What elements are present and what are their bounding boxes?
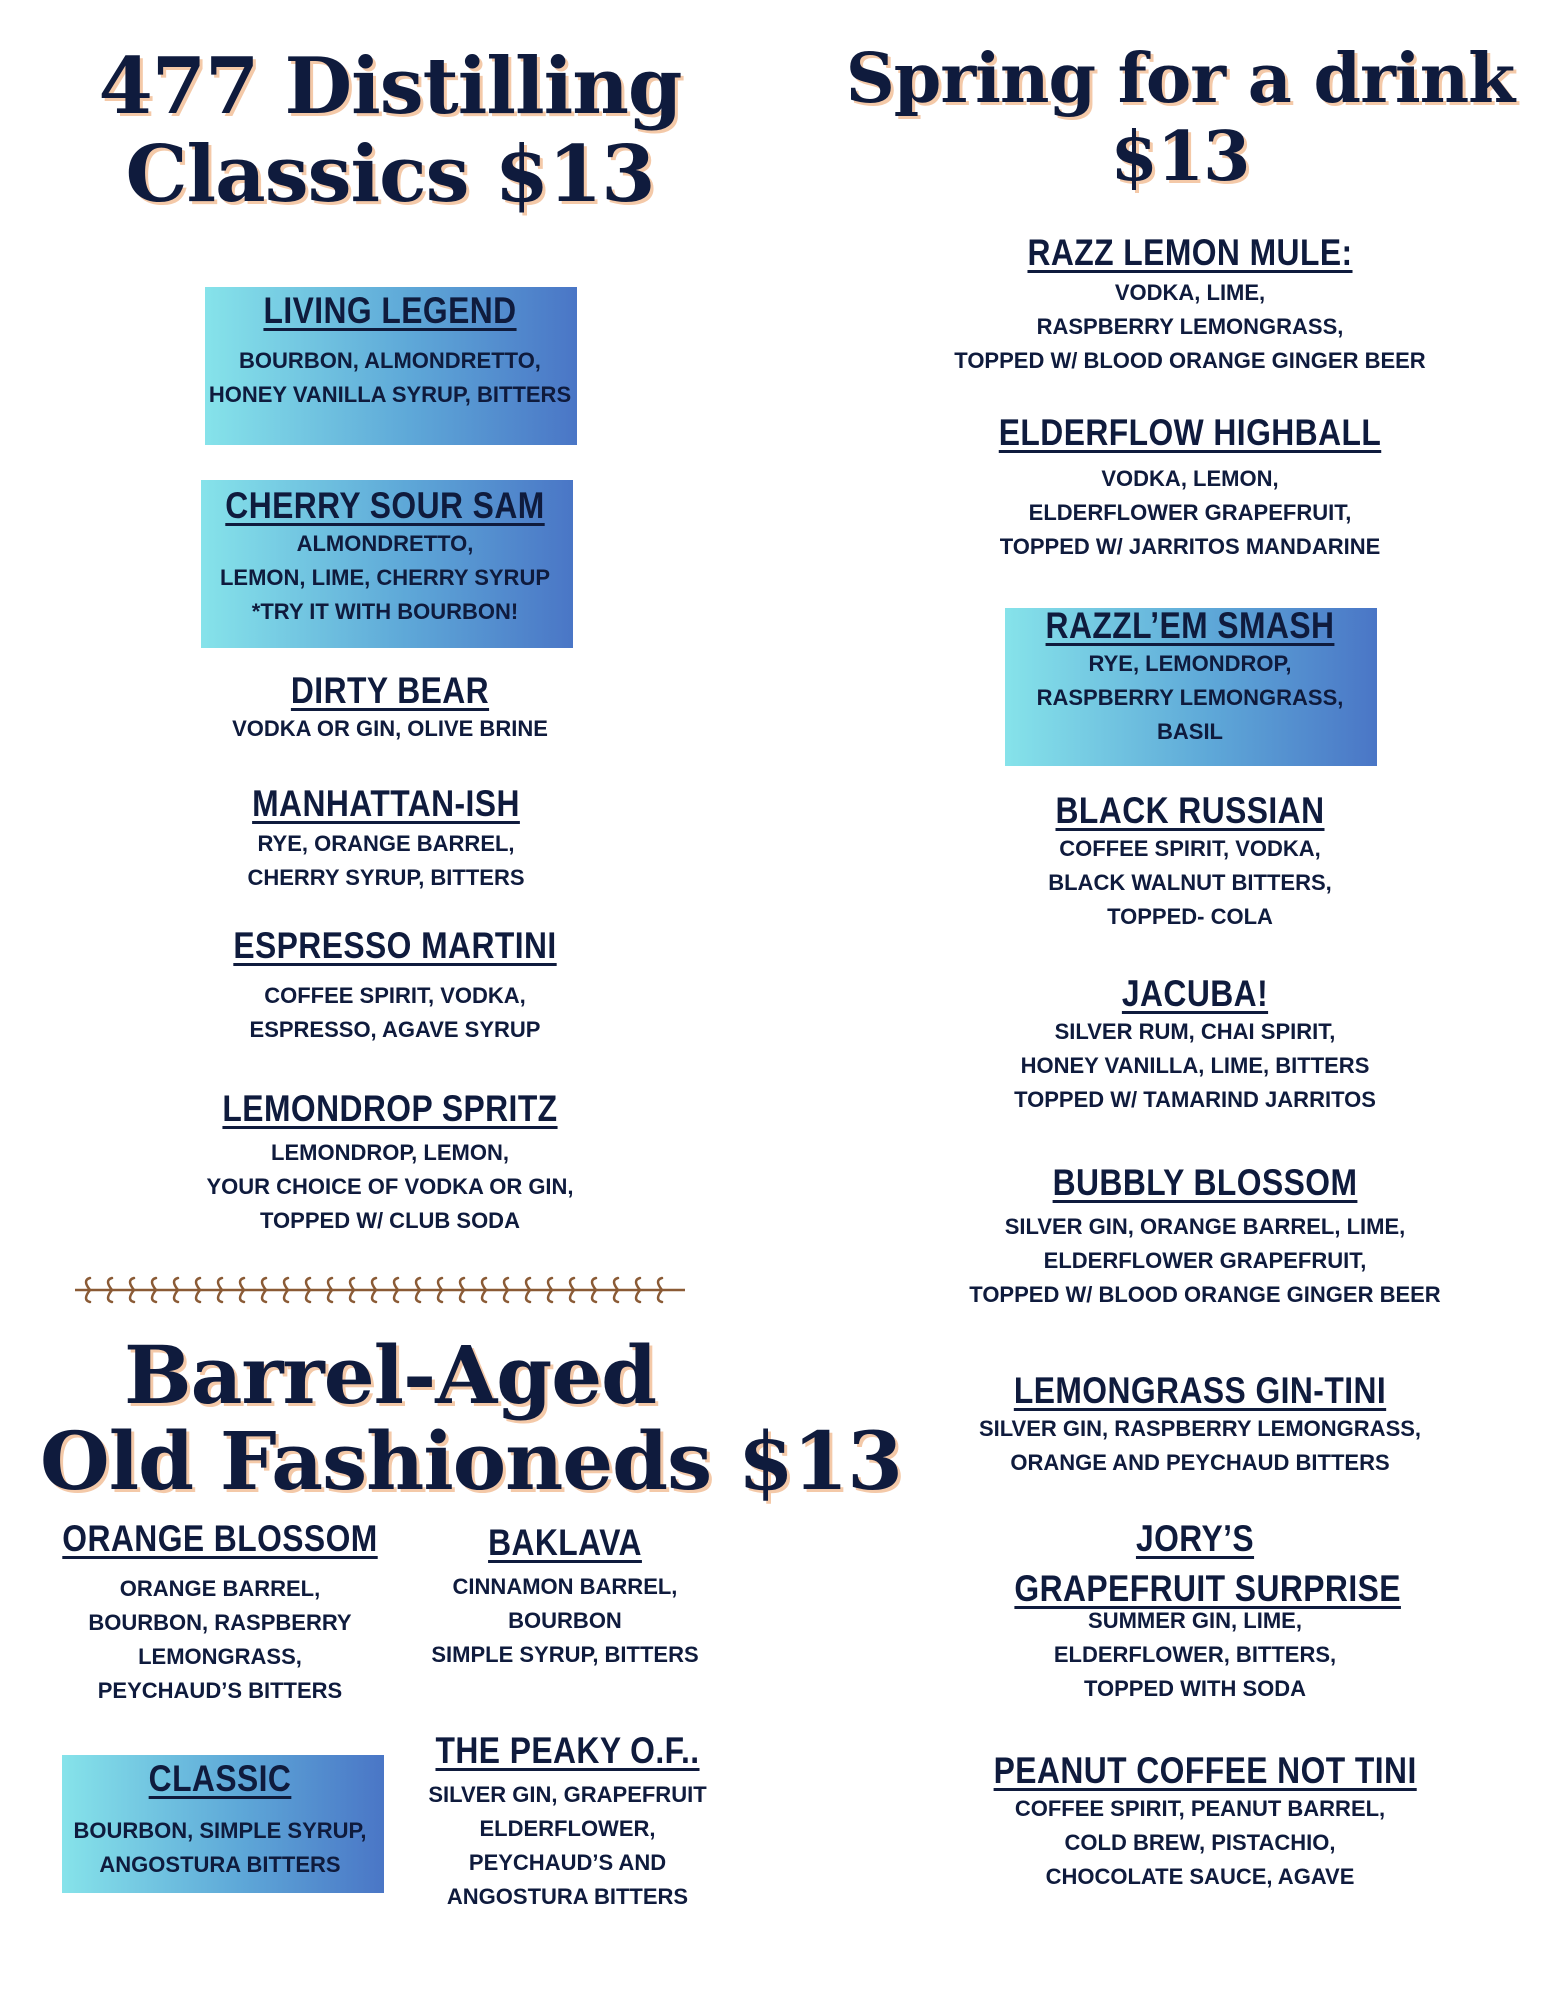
desc-line: VODKA, LEMON,	[1101, 466, 1279, 491]
desc-line: VODKA OR GIN, OLIVE BRINE	[232, 716, 548, 741]
desc-line: ALMONDRETTO,	[296, 531, 474, 556]
desc-line: ELDERFLOWER, BITTERS,	[1053, 1642, 1337, 1667]
desc-line: RYE, ORANGE BARREL,	[257, 831, 515, 856]
item-name: ORANGE BLOSSOM	[62, 1518, 378, 1559]
barrel-aged-heading-line-2: Old Fashioneds $13	[40, 1414, 902, 1508]
menu-item-elderflow-highball	[940, 412, 1440, 564]
item-description	[185, 344, 595, 412]
classics-heading-line-1: 477 Distilling	[98, 41, 682, 132]
leaf-vine-divider-icon	[70, 1270, 690, 1310]
desc-line: SILVER RUM, CHAI SPIRIT,	[1054, 1019, 1336, 1044]
item-description	[930, 276, 1450, 378]
desc-line: COFFEE SPIRIT, VODKA,	[264, 983, 526, 1008]
item-description	[405, 1570, 725, 1672]
desc-line: BLACK WALNUT BITTERS,	[1048, 870, 1332, 895]
desc-line: ANGOSTURA BITTERS	[446, 1884, 689, 1909]
menu-item-living-legend	[185, 290, 595, 412]
spring-heading	[830, 39, 1530, 197]
item-name: MANHATTAN-ISH	[252, 783, 520, 824]
item-name-line-2: GRAPEFRUIT SURPRISE	[1014, 1568, 1401, 1609]
desc-line: *TRY IT WITH BOURBON!	[251, 599, 519, 624]
desc-line: ANGOSTURA BITTERS	[99, 1852, 341, 1877]
item-name: ESPRESSO MARTINI	[233, 925, 557, 966]
item-name: LEMONGRASS GIN-TINI	[1013, 1370, 1387, 1411]
desc-line: SIMPLE SYRUP, BITTERS	[431, 1642, 699, 1667]
desc-line: HONEY VANILLA, LIME, BITTERS	[1020, 1053, 1370, 1078]
desc-line: HONEY VANILLA SYRUP, BITTERS	[208, 382, 572, 407]
menu-item-black-russian	[990, 790, 1390, 934]
menu-item-lemondrop-spritz	[190, 1088, 590, 1238]
menu-item-jorys-grapefruit-surprise	[985, 1518, 1405, 1706]
desc-line: TOPPED- COLA	[1107, 904, 1273, 929]
menu-item-baklava	[405, 1522, 725, 1672]
menu-item-cherry-sour-sam	[185, 485, 585, 629]
menu-item-orange-blossom	[30, 1518, 410, 1708]
desc-line: LEMONDROP, LEMON,	[271, 1140, 509, 1165]
item-name: THE PEAKY O.F..	[435, 1730, 700, 1771]
desc-line: COLD BREW, PISTACHIO,	[1064, 1830, 1336, 1855]
desc-line: BASIL	[1157, 719, 1223, 744]
item-description	[30, 1572, 410, 1708]
menu-item-lemongrass-gin-tini	[960, 1370, 1440, 1480]
menu-item-razz-lemon-mule	[930, 232, 1450, 378]
item-name: LEMONDROP SPRITZ	[222, 1088, 558, 1129]
barrel-aged-heading-line-1: Barrel-Aged	[123, 1328, 657, 1422]
desc-line: RASPBERRY LEMONGRASS,	[1036, 685, 1344, 710]
barrel-aged-heading	[40, 1328, 902, 1508]
desc-line: ELDERFLOWER,	[479, 1816, 656, 1841]
item-description	[190, 712, 590, 746]
desc-line: TOPPED W/ CLUB SODA	[260, 1208, 520, 1233]
desc-line: SILVER GIN, GRAPEFRUIT	[428, 1782, 707, 1807]
desc-line: VODKA, LIME,	[1114, 280, 1266, 305]
menu-item-jacuba	[990, 973, 1400, 1117]
desc-line: LEMONGRASS,	[138, 1644, 302, 1669]
desc-line: TOPPED WITH SODA	[1083, 1676, 1307, 1701]
item-name: LIVING LEGEND	[263, 290, 517, 331]
desc-line: RASPBERRY LEMONGRASS,	[1036, 314, 1344, 339]
item-name: CLASSIC	[148, 1758, 292, 1799]
item-name: BUBBLY BLOSSOM	[1052, 1162, 1358, 1203]
item-description	[990, 647, 1390, 749]
item-description	[195, 979, 595, 1047]
item-description	[45, 1814, 395, 1882]
item-name: PEANUT COFFEE NOT TINI	[993, 1750, 1417, 1791]
spring-heading-line-2: $13	[1110, 117, 1250, 197]
desc-line: BOURBON	[508, 1608, 622, 1633]
desc-line: CHERRY SYRUP, BITTERS	[247, 865, 525, 890]
desc-line: ORANGE BARREL,	[119, 1576, 321, 1601]
item-description	[400, 1778, 735, 1914]
desc-line: BOURBON, RASPBERRY	[88, 1610, 352, 1635]
item-description	[190, 1136, 590, 1238]
desc-line: COFFEE SPIRIT, PEANUT BARREL,	[1014, 1796, 1386, 1821]
menu-item-classic	[45, 1758, 395, 1882]
desc-line: TOPPED W/ BLOOD ORANGE GINGER BEER	[954, 348, 1426, 373]
desc-line: LEMON, LIME, CHERRY SYRUP	[219, 565, 551, 590]
desc-line: ESPRESSO, AGAVE SYRUP	[249, 1017, 541, 1042]
desc-line: ELDERFLOWER GRAPEFRUIT,	[1043, 1248, 1367, 1273]
item-description	[186, 827, 586, 895]
desc-line: CINNAMON BARREL,	[452, 1574, 678, 1599]
item-description	[990, 1015, 1400, 1117]
spring-heading-line-1: Spring for a drink	[845, 39, 1515, 119]
desc-line: TOPPED W/ TAMARIND JARRITOS	[1014, 1087, 1376, 1112]
item-description	[940, 462, 1440, 564]
desc-line: COFFEE SPIRIT, VODKA,	[1059, 836, 1321, 861]
desc-line: ORANGE AND PEYCHAUD BITTERS	[1010, 1450, 1390, 1475]
menu-item-the-peaky-of	[400, 1730, 735, 1914]
menu-item-peanut-coffee-not-tini	[960, 1750, 1440, 1894]
desc-line: BOURBON, ALMONDRETTO,	[239, 348, 541, 373]
item-description	[960, 1412, 1440, 1480]
menu-item-espresso-martini	[195, 925, 595, 1047]
item-description	[185, 527, 585, 629]
desc-line: SILVER GIN, RASPBERRY LEMONGRASS,	[978, 1416, 1422, 1441]
classics-heading	[60, 41, 720, 220]
desc-line: TOPPED W/ BLOOD ORANGE GINGER BEER	[969, 1282, 1441, 1307]
item-name: BLACK RUSSIAN	[1055, 790, 1325, 831]
classics-heading-line-2: Classics $13	[125, 129, 655, 220]
item-name: CHERRY SOUR SAM	[225, 485, 545, 526]
item-description	[985, 1604, 1405, 1706]
desc-line: BOURBON, SIMPLE SYRUP,	[73, 1818, 367, 1843]
desc-line: RYE, LEMONDROP,	[1088, 651, 1292, 676]
item-description	[990, 832, 1390, 934]
item-name: RAZZL’EM SMASH	[1045, 605, 1335, 646]
desc-line: CHOCOLATE SAUCE, AGAVE	[1045, 1864, 1355, 1889]
desc-line: SILVER GIN, ORANGE BARREL, LIME,	[1004, 1214, 1406, 1239]
desc-line: ELDERFLOWER GRAPEFRUIT,	[1028, 500, 1352, 525]
desc-line: PEYCHAUD’S BITTERS	[97, 1678, 343, 1703]
item-name: BAKLAVA	[488, 1522, 642, 1563]
item-name: JORY’S	[1135, 1518, 1255, 1559]
item-name: RAZZ LEMON MULE:	[1027, 232, 1353, 273]
menu-item-bubbly-blossom	[955, 1162, 1455, 1312]
item-description	[955, 1210, 1455, 1312]
desc-line: SUMMER GIN, LIME,	[1088, 1608, 1302, 1633]
menu-item-dirty-bear	[190, 670, 590, 746]
item-name: ELDERFLOW HIGHBALL	[998, 412, 1382, 453]
menu-item-razzlem-smash	[990, 605, 1390, 749]
desc-line: PEYCHAUD’S AND	[468, 1850, 667, 1875]
item-name: JACUBA!	[1121, 973, 1269, 1014]
desc-line: TOPPED W/ JARRITOS MANDARINE	[999, 534, 1381, 559]
item-name: DIRTY BEAR	[290, 670, 490, 711]
menu-item-manhattan-ish	[186, 783, 586, 895]
desc-line: YOUR CHOICE OF VODKA OR GIN,	[206, 1174, 574, 1199]
item-description	[960, 1792, 1440, 1894]
